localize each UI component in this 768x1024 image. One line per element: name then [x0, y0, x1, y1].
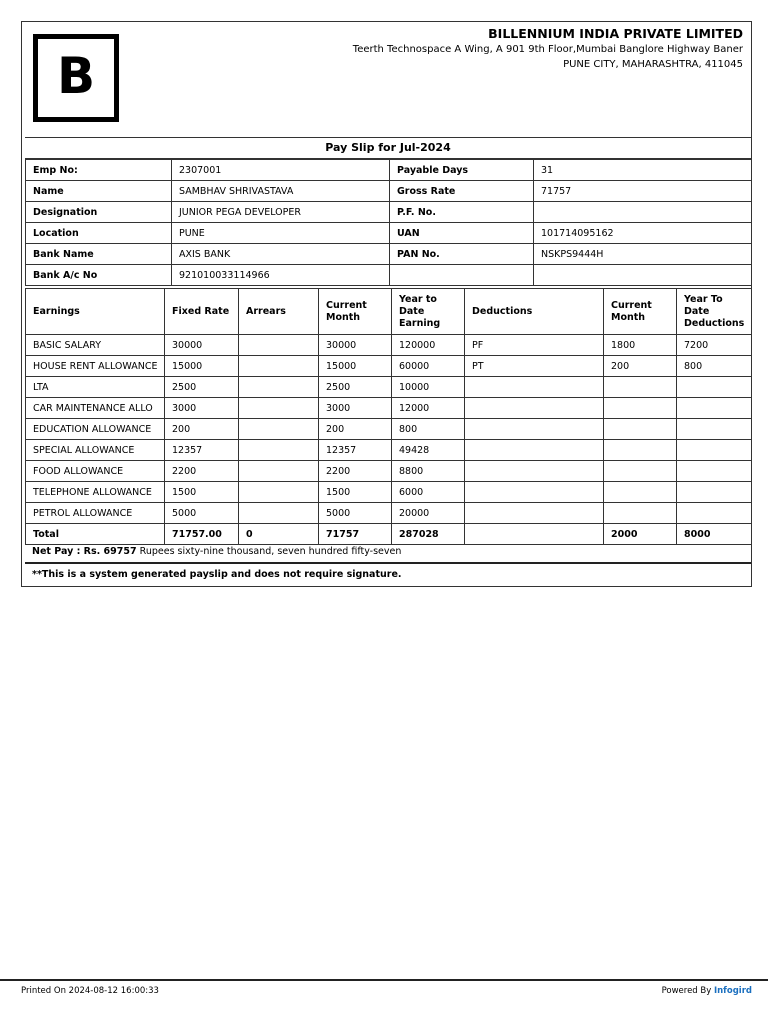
table-cell — [465, 419, 604, 440]
info-label: Location — [26, 223, 172, 244]
table-cell — [604, 377, 677, 398]
payslip-header — [22, 22, 751, 137]
table-cell — [239, 461, 319, 482]
total-cell: Total — [26, 524, 165, 545]
table-cell: PETROL ALLOWANCE — [26, 503, 165, 524]
table-cell — [677, 419, 752, 440]
table-cell — [677, 461, 752, 482]
payslip — [21, 21, 752, 587]
info-row — [26, 244, 752, 265]
info-value: 921010033114966 — [172, 265, 390, 286]
table-cell — [677, 482, 752, 503]
info-row — [26, 202, 752, 223]
logo-letter: B — [56, 47, 96, 105]
column-header: Earnings — [26, 289, 165, 335]
company-address-line2: PUNE CITY, MAHARASHTRA, 411045 — [563, 59, 743, 70]
table-cell: 1500 — [319, 482, 392, 503]
company-address-line1: Teerth Technospace A Wing, A 901 9th Floor,Mumbai Banglore Highway Baner — [352, 44, 743, 55]
table-cell: HOUSE RENT ALLOWANCE — [26, 356, 165, 377]
net-pay-amount: Net Pay : Rs. 69757 — [32, 546, 137, 557]
info-row — [26, 265, 752, 286]
info-value: 71757 — [534, 181, 752, 202]
table-cell: EDUCATION ALLOWANCE — [26, 419, 165, 440]
payslip-title: Pay Slip for Jul-2024 — [25, 137, 751, 159]
total-cell: 287028 — [392, 524, 465, 545]
table-cell — [677, 440, 752, 461]
info-value: 31 — [534, 160, 752, 181]
table-cell: SPECIAL ALLOWANCE — [26, 440, 165, 461]
table-cell — [604, 419, 677, 440]
powered-by — [662, 986, 752, 996]
table-cell: 3000 — [319, 398, 392, 419]
total-cell: 71757.00 — [165, 524, 239, 545]
table-cell: 5000 — [165, 503, 239, 524]
table-cell: 800 — [392, 419, 465, 440]
printed-on: Printed On 2024-08-12 16:00:33 — [21, 986, 159, 996]
table-row — [26, 482, 752, 503]
info-value: SAMBHAV SHRIVASTAVA — [172, 181, 390, 202]
column-header: Arrears — [239, 289, 319, 335]
table-cell — [465, 461, 604, 482]
net-pay-words: Rupees sixty-nine thousand, seven hundred fifty-seven — [139, 546, 402, 557]
column-header: Current Month — [319, 289, 392, 335]
table-cell: 20000 — [392, 503, 465, 524]
table-cell — [239, 398, 319, 419]
info-row — [26, 160, 752, 181]
company-name: BILLENNIUM INDIA PRIVATE LIMITED — [488, 26, 743, 41]
info-label — [390, 265, 534, 286]
table-cell: 30000 — [319, 335, 392, 356]
table-cell — [465, 440, 604, 461]
table-cell — [677, 398, 752, 419]
table-cell: 200 — [604, 356, 677, 377]
info-label: PAN No. — [390, 244, 534, 265]
info-row — [26, 223, 752, 244]
table-cell: 49428 — [392, 440, 465, 461]
footer-divider — [0, 979, 768, 981]
total-cell: 71757 — [319, 524, 392, 545]
net-pay — [25, 542, 751, 564]
table-cell — [239, 335, 319, 356]
table-cell: 2500 — [165, 377, 239, 398]
info-value: NSKPS9444H — [534, 244, 752, 265]
powered-by-brand[interactable]: Infogird — [713, 986, 752, 996]
table-row — [26, 503, 752, 524]
column-header: Current Month — [604, 289, 677, 335]
table-cell — [677, 503, 752, 524]
table-cell: 200 — [319, 419, 392, 440]
info-label: Designation — [26, 202, 172, 223]
column-header: Year to Date Earning — [392, 289, 465, 335]
table-cell: PT — [465, 356, 604, 377]
table-cell: 6000 — [392, 482, 465, 503]
table-cell — [604, 461, 677, 482]
info-label: P.F. No. — [390, 202, 534, 223]
info-label: Bank A/c No — [26, 265, 172, 286]
table-cell — [465, 377, 604, 398]
info-value: JUNIOR PEGA DEVELOPER — [172, 202, 390, 223]
info-label: Gross Rate — [390, 181, 534, 202]
table-cell — [465, 482, 604, 503]
table-cell — [604, 482, 677, 503]
table-cell: 15000 — [165, 356, 239, 377]
table-cell: 200 — [165, 419, 239, 440]
table-cell: 2500 — [319, 377, 392, 398]
table-cell — [239, 419, 319, 440]
table-cell: 3000 — [165, 398, 239, 419]
table-cell — [604, 440, 677, 461]
column-header: Deductions — [465, 289, 604, 335]
total-cell: 0 — [239, 524, 319, 545]
table-cell: BASIC SALARY — [26, 335, 165, 356]
table-cell: 120000 — [392, 335, 465, 356]
info-row — [26, 181, 752, 202]
info-value: 2307001 — [172, 160, 390, 181]
info-label: Bank Name — [26, 244, 172, 265]
table-cell — [604, 398, 677, 419]
table-row — [26, 398, 752, 419]
table-cell: 8800 — [392, 461, 465, 482]
table-cell: 5000 — [319, 503, 392, 524]
table-row — [26, 419, 752, 440]
table-row — [26, 356, 752, 377]
table-cell: FOOD ALLOWANCE — [26, 461, 165, 482]
table-cell: CAR MAINTENANCE ALLO — [26, 398, 165, 419]
table-cell — [677, 377, 752, 398]
table-row — [26, 335, 752, 356]
info-label: UAN — [390, 223, 534, 244]
earnings-table — [25, 288, 752, 545]
column-header: Fixed Rate — [165, 289, 239, 335]
table-row — [26, 440, 752, 461]
column-header: Year To Date Deductions — [677, 289, 752, 335]
table-cell — [239, 482, 319, 503]
company-info — [353, 26, 743, 72]
table-cell: 1800 — [604, 335, 677, 356]
table-cell: 2200 — [319, 461, 392, 482]
table-cell — [239, 356, 319, 377]
total-cell: 8000 — [677, 524, 752, 545]
table-cell: TELEPHONE ALLOWANCE — [26, 482, 165, 503]
table-cell: 60000 — [392, 356, 465, 377]
table-cell — [239, 440, 319, 461]
table-cell — [465, 503, 604, 524]
table-cell: 2200 — [165, 461, 239, 482]
table-cell: PF — [465, 335, 604, 356]
earnings-header-row — [26, 289, 752, 335]
info-label: Emp No: — [26, 160, 172, 181]
company-logo — [33, 34, 119, 122]
table-cell: 12357 — [165, 440, 239, 461]
table-cell: LTA — [26, 377, 165, 398]
table-row — [26, 377, 752, 398]
table-cell: 1500 — [165, 482, 239, 503]
table-cell — [465, 398, 604, 419]
info-value: PUNE — [172, 223, 390, 244]
table-cell: 10000 — [392, 377, 465, 398]
table-cell: 12000 — [392, 398, 465, 419]
info-value: AXIS BANK — [172, 244, 390, 265]
info-label: Payable Days — [390, 160, 534, 181]
info-label: Name — [26, 181, 172, 202]
employee-info-table — [25, 159, 752, 286]
info-value — [534, 202, 752, 223]
system-note: **This is a system generated payslip and does not require signature. — [32, 569, 402, 580]
powered-by-label: Powered By — [661, 986, 712, 996]
table-cell: 800 — [677, 356, 752, 377]
table-cell — [239, 377, 319, 398]
info-value: 101714095162 — [534, 223, 752, 244]
total-cell: 2000 — [604, 524, 677, 545]
info-value — [534, 265, 752, 286]
table-cell — [239, 503, 319, 524]
table-cell: 7200 — [677, 335, 752, 356]
table-cell: 15000 — [319, 356, 392, 377]
table-row — [26, 461, 752, 482]
table-cell — [604, 503, 677, 524]
table-cell: 12357 — [319, 440, 392, 461]
table-cell: 30000 — [165, 335, 239, 356]
